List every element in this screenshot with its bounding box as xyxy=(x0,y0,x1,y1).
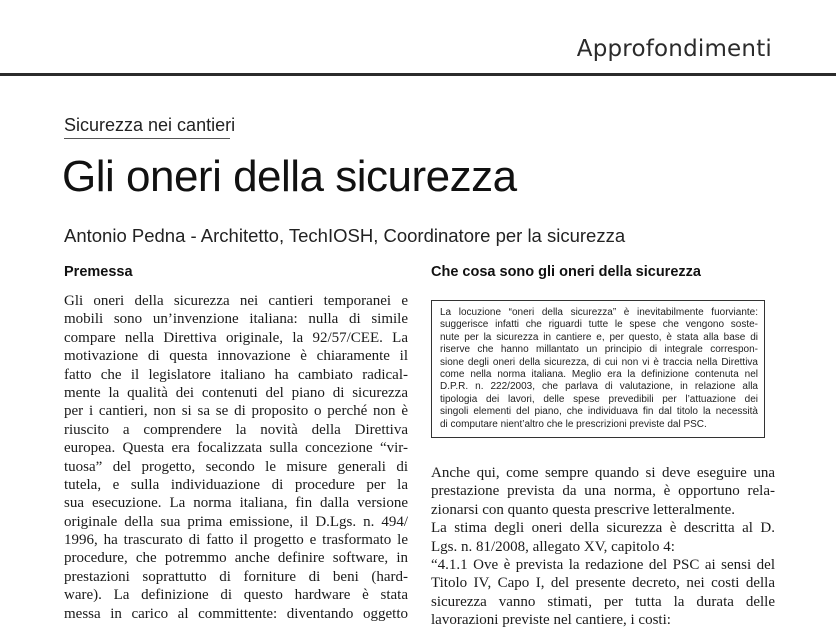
box-line: La locuzione “oneri della sicurezza” è inevitabilmente fuorviante: xyxy=(440,307,758,318)
body-line: Lgs. n. 81/2008, allegato XV, capitolo 4: xyxy=(431,538,675,555)
kicker-underline xyxy=(64,138,230,139)
body-line: sicurezza vanno stimati, per tutta la durata delle xyxy=(431,593,775,610)
article-kicker: Sicurezza nei cantieri xyxy=(64,115,236,135)
left-column xyxy=(64,264,408,623)
body-line: Anche qui, come sempre quando si deve eseguire una xyxy=(431,465,775,482)
article-author: Antonio Pedna - Architetto, TechIOSH, Coordinatore per la sicurezza xyxy=(64,225,626,246)
box-line: D.P.R. n. 222/2003, che parlava di valutazione, in relazione alla xyxy=(440,381,758,393)
left-column-heading: Premessa xyxy=(64,264,133,280)
section-header: Approfondimenti xyxy=(576,36,772,62)
body-line: tutela, e sulla individuazione di procedure per la xyxy=(64,476,408,493)
body-line: fatto che il legislatore italiano ha cambiato radical- xyxy=(64,366,408,383)
body-line: lavorazioni previste nel cantiere, i costi: xyxy=(431,612,671,629)
body-line: 1996, ha trascurato di fatto il progetto e trasformato le xyxy=(64,532,408,549)
box-line: sione degli oneri della sicurezza, di cui non vi è traccia nella Direttiva xyxy=(440,356,758,368)
box-line: come nella norma italiana. Meglio era la definizione contenuta nel xyxy=(440,369,758,381)
body-line: messa in carico al committente: diventando oggetto xyxy=(64,605,408,622)
box-line: di computare nient’altro che le prescrizioni previste dal PSC. xyxy=(440,418,707,430)
box-line: singoli elementi del piano, che individuava fin dal titolo la necessità xyxy=(440,406,758,418)
body-line: zionarsi con quanto questa prescrive letteralmente. xyxy=(431,501,736,518)
body-line: tuosa” del progetto, secondo le misure generali di xyxy=(64,458,408,475)
right-column-body xyxy=(431,464,775,630)
body-line: procedure, che potremmo anche definire software, in xyxy=(64,550,408,567)
body-line: prestazioni soprattutto di forniture di beni (hard- xyxy=(64,568,408,585)
left-column-body xyxy=(64,292,408,623)
body-line: La stima degli oneri della sicurezza è descritta al D. xyxy=(431,520,775,537)
header-rule xyxy=(0,73,836,76)
box-line: tipologia dei lavori, delle spese prevedibili per l’attuazione dei xyxy=(440,393,758,405)
article-title: Gli oneri della sicurezza xyxy=(62,152,517,201)
box-line: suggerisce infatti che riguardi tutte le spese che vengono soste- xyxy=(440,319,758,331)
body-line: compare nella Direttiva originale, la 92/57/CEE. La xyxy=(64,329,408,346)
box-line: nute per la sicurezza in cantiere e, per questo, è stata alla base di xyxy=(440,331,758,343)
body-line: motivazione di questa innovazione è chiaramente il xyxy=(64,348,408,365)
right-column xyxy=(431,264,775,630)
body-line: europea. Questa era focalizzata sulla concezione “vir- xyxy=(64,440,408,457)
body-line: sua esecuzione. La norma italiana, fin dalla versione xyxy=(64,495,408,512)
body-line: Gli oneri della sicurezza nei cantieri temporanei e xyxy=(64,293,408,309)
body-line: prestazione prevista da una norma, è opportuno rela- xyxy=(431,483,775,500)
body-line: riuscito a comprendere la novità della Direttiva xyxy=(64,421,408,438)
body-line: mobili sono un’invenzione italiana: nulla di simile xyxy=(64,311,408,328)
right-column-heading: Che cosa sono gli oneri della sicurezza xyxy=(431,264,701,280)
body-line: Titolo IV, Capo I, del presente decreto, nei costi della xyxy=(431,575,775,592)
definition-box xyxy=(431,300,765,438)
box-line: riserve che hanno millantato un principio di integrale correspon- xyxy=(440,344,758,356)
body-line: mente la qualità dei contenuti del piano di sicurezza xyxy=(64,384,408,401)
body-line: originale della sua prima emissione, il D.Lgs. n. 494/ xyxy=(64,513,408,530)
body-line: “4.1.1 Ove è prevista la redazione del PSC ai sensi del xyxy=(431,557,775,574)
body-line: ware). La definizione di questo hardware è stata xyxy=(64,587,408,604)
body-line: per i cantieri, non si sa se di proposito o perché non è xyxy=(64,403,408,420)
